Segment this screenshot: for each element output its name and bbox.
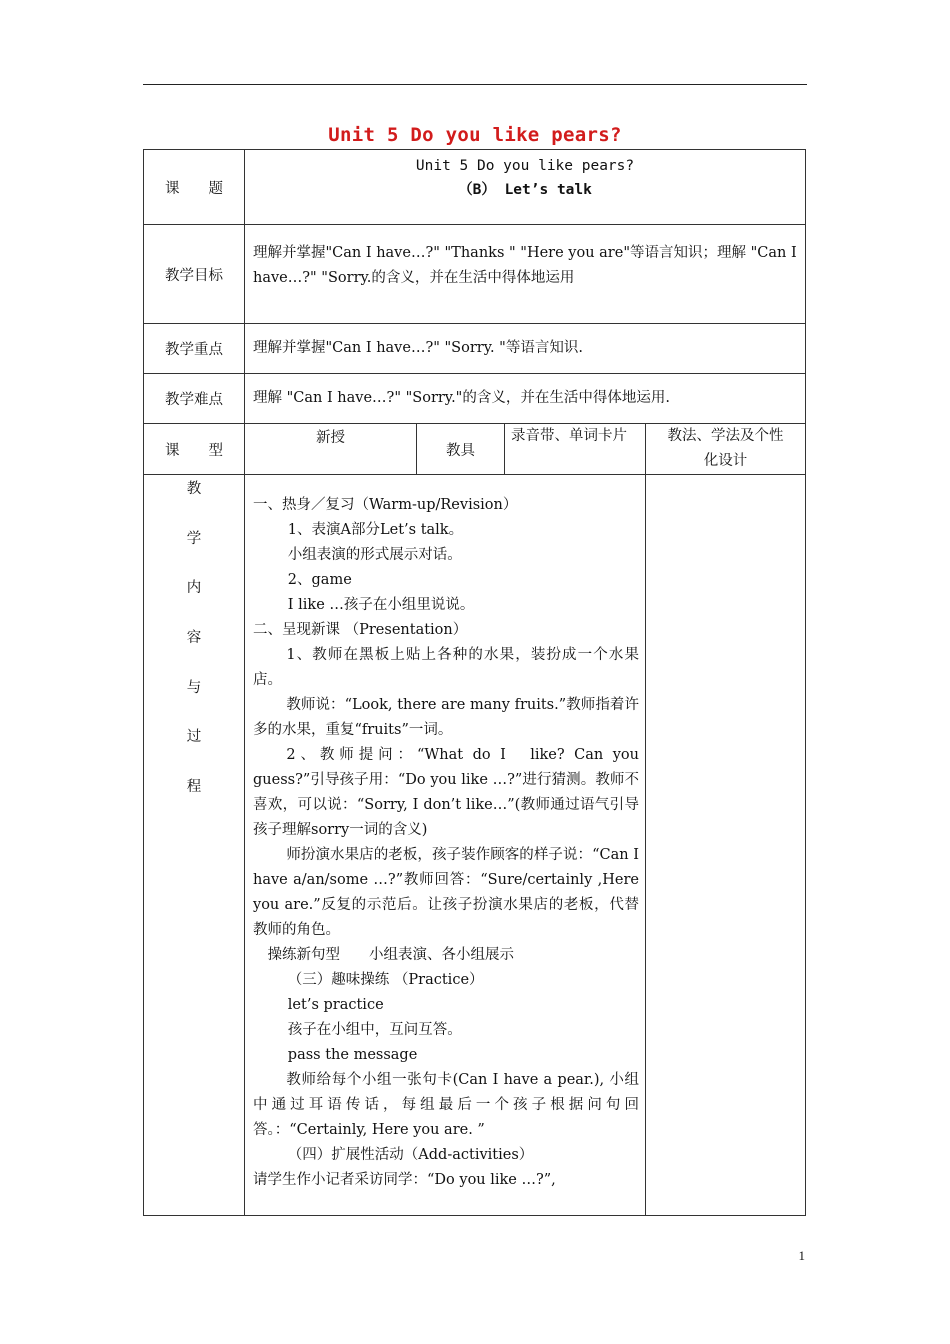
warmup-heading: 一、热身／复习（Warm-up/Revision） — [253, 497, 518, 513]
extension-heading: （四）扩展性活动（Add-activities） — [287, 1147, 534, 1163]
topic-line-2: （B） Let’s talk — [458, 182, 592, 198]
difficulty-text: 理解 "Can I have…?" "Sorry."的含义，并在生活中得体地运用. — [245, 374, 806, 424]
presentation-heading: 二、呈现新课 （Presentation） — [253, 622, 468, 638]
page-number: 1 — [798, 1248, 805, 1263]
row-difficulty — [144, 374, 806, 424]
topic-line-1: Unit 5 Do you like pears? — [415, 158, 635, 174]
lesson-plan-table — [143, 149, 806, 1216]
process-label-char: 与 — [186, 679, 202, 696]
practice-item-2-note: 教师给每个小组一张句卡(Can I have a pear.), 小组中通过耳语传话，每组最后一个孩子根据问句回答。：“Certainly, Here you are. ” — [253, 1072, 639, 1138]
presentation-step-2: 2、教师提问：“What do I like? Can you guess?”引导孩子用：“Do you like …?”进行猜测。教师不喜欢，可以说：“Sorry, I don’t like…”(教师通过语气引导孩子理解sorry一词的含义) — [253, 747, 639, 838]
practice-heading: （三）趣味操练 （Practice） — [287, 972, 484, 988]
topic-cell — [245, 150, 806, 225]
process-label-char: 学 — [186, 530, 202, 547]
warmup-step-2: 2、game — [287, 572, 352, 588]
type-value: 新授 — [245, 424, 417, 475]
header-rule — [143, 84, 807, 85]
process-label-char: 教 — [186, 481, 202, 497]
methods-notes-cell — [646, 475, 806, 1216]
row-topic — [144, 150, 806, 225]
row-type — [144, 424, 806, 475]
row-goals — [144, 225, 806, 324]
process-label-char: 过 — [186, 729, 202, 746]
process-label — [144, 475, 245, 1216]
process-label-char: 程 — [186, 779, 202, 796]
warmup-step-2-note: I like …孩子在小组里说说。 — [287, 597, 475, 613]
process-label-char: 容 — [186, 630, 202, 647]
focus-label: 教学重点 — [144, 324, 245, 374]
methods-label: 教法、学法及个性化设计 — [646, 424, 806, 475]
goals-label: 教学目标 — [144, 225, 245, 324]
warmup-step-1-note: 小组表演的形式展示对话。 — [287, 547, 462, 563]
tools-value: 录音带、单词卡片 — [505, 424, 646, 475]
type-label: 课 型 — [144, 424, 245, 475]
presentation-step-1: 1、教师在黑板上贴上各种的水果，装扮成一个水果店。 — [253, 647, 639, 688]
focus-text: 理解并掌握"Can I have…?" "Sorry. "等语言知识. — [245, 324, 806, 374]
presentation-roleplay: 师扮演水果店的老板，孩子装作顾客的样子说：“Can I have a/an/some …?”教师回答：“Sure/certainly ,Here you are.”反复的示范后。让孩子扮演水果店的老板，代替教师的角色。 — [253, 847, 639, 938]
goals-text: 理解并掌握"Can I have…?" "Thanks " "Here you are"等语言知识；理解 "Can I have…?" "Sorry.的含义，并在生活中得体地运用 — [245, 225, 806, 324]
extension-activity: 请学生作小记者采访同学：“Do you like …?”, — [253, 1172, 556, 1188]
row-process — [144, 475, 806, 1216]
row-focus — [144, 324, 806, 374]
tools-label: 教具 — [417, 424, 505, 475]
topic-label: 课 题 — [144, 150, 245, 225]
practice-item-1: let’s practice — [287, 997, 384, 1013]
practice-item-2: pass the message — [287, 1047, 418, 1063]
process-content — [245, 475, 646, 1216]
practice-new-pattern: 操练新句型 小组表演、各小组展示 — [267, 947, 514, 963]
presentation-step-1-note: 教师说：“Look, there are many fruits.”教师指着许多的水果，重复“fruits”一词。 — [253, 697, 639, 738]
practice-item-1-note: 孩子在小组中，互问互答。 — [287, 1022, 462, 1038]
process-label-char: 内 — [186, 580, 202, 597]
document-title: Unit 5 Do you like pears? — [328, 124, 622, 146]
warmup-step-1: 1、表演A部分Let’s talk。 — [287, 522, 464, 538]
difficulty-label: 教学难点 — [144, 374, 245, 424]
